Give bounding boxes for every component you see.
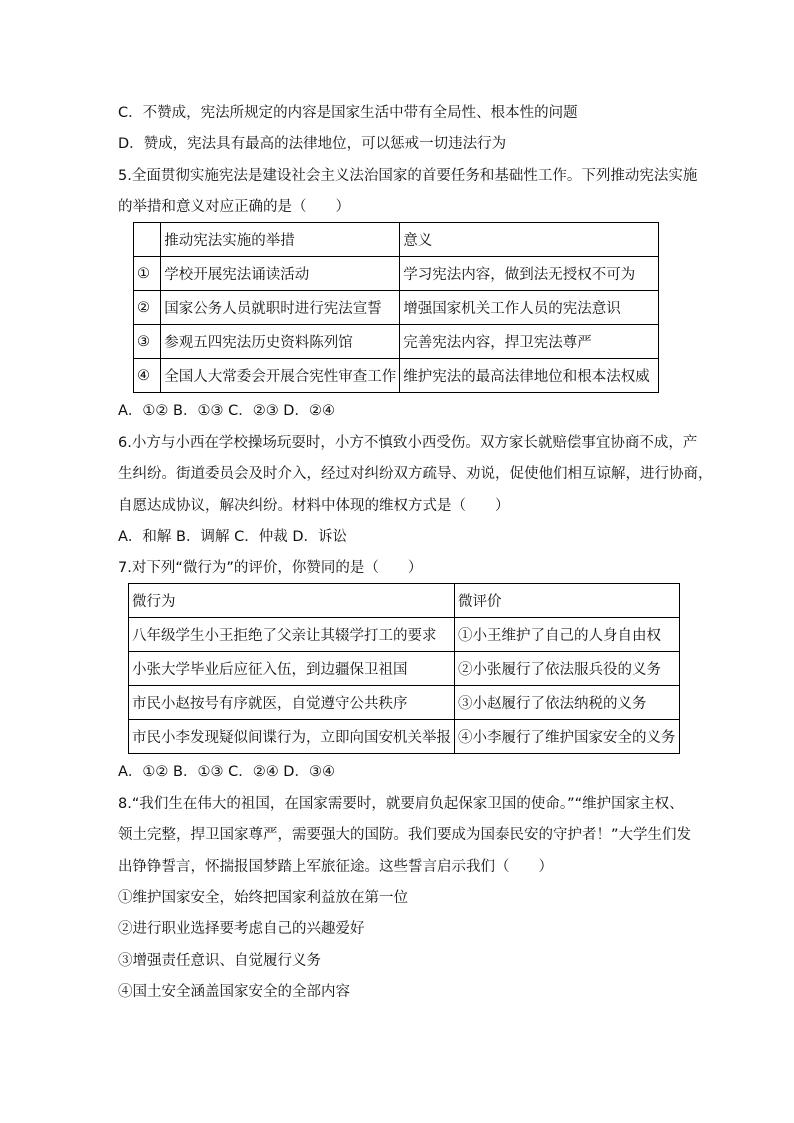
q7-answer-choices: A．①② B．①③ C．②④ D．③④ <box>118 764 335 780</box>
table-row <box>129 652 680 686</box>
q6-stem-line2: 生纠纷。街道委员会及时介入，经过对纠纷双方疏导、劝说，促使他们相互谅解，进行协商， <box>118 466 713 482</box>
table-header-row <box>129 584 680 618</box>
q8-option-2: ②进行职业选择要考虑自己的兴趣爱好 <box>118 921 365 937</box>
behavior-cell: 八年级学生小王拒绝了父亲让其辍学打工的要求 <box>129 618 455 652</box>
measure-cell: 国家公务人员就职时进行宪法宣誓 <box>161 291 400 325</box>
q5-answer-choices: A．①② B．①③ C．②③ D．②④ <box>118 403 335 419</box>
row-number: ③ <box>134 325 161 359</box>
q5-table <box>133 222 659 393</box>
evaluation-cell: ②小张履行了依法服兵役的义务 <box>455 652 680 686</box>
table-header-cell: 意义 <box>400 223 659 257</box>
q6-answer-choices: A．和解 B．调解 C．仲裁 D．诉讼 <box>118 529 347 545</box>
q5-stem-line1: 5.全面贯彻实施宪法是建设社会主义法治国家的首要任务和基础性工作。下列推动宪法实施 <box>118 168 698 184</box>
table-row <box>134 291 659 325</box>
q7-stem-line1: 7.对下列“微行为”的评价，你赞同的是（ ） <box>118 560 423 576</box>
q8-option-4: ④国土安全涵盖国家安全的全部内容 <box>118 984 350 1000</box>
evaluation-cell: ④小李履行了维护国家安全的义务 <box>455 720 680 754</box>
table-row <box>134 359 659 393</box>
behavior-cell: 市民小李发现疑似间谍行为，立即向国安机关举报 <box>129 720 455 754</box>
q6-stem-line3: 自愿达成协议，解决纠纷。材料中体现的维权方式是（ ） <box>118 498 510 514</box>
table-row <box>129 618 680 652</box>
measure-cell: 参观五四宪法历史资料陈列馆 <box>161 325 400 359</box>
behavior-cell: 小张大学毕业后应征入伍，到边疆保卫祖国 <box>129 652 455 686</box>
table-row <box>129 686 680 720</box>
q4-option-d: D．赞成，宪法具有最高的法律地位，可以惩戒一切违法行为 <box>118 136 507 152</box>
measure-cell: 全国人大常委会开展合宪性审查工作 <box>161 359 400 393</box>
table-row <box>129 720 680 754</box>
q8-stem-line1: 8.“我们生在伟大的祖国，在国家需要时，就要肩负起保家卫国的使命。”“维护国家主权、 <box>118 796 684 812</box>
row-number: ① <box>134 257 161 291</box>
q6-stem-line1: 6.小方与小西在学校操场玩耍时，小方不慎致小西受伤。双方家长就赔偿事宜协商不成，产 <box>118 435 698 451</box>
evaluation-cell: ③小赵履行了依法纳税的义务 <box>455 686 680 720</box>
measure-cell: 学校开展宪法诵读活动 <box>161 257 400 291</box>
q8-stem-line3: 出铮铮誓言，怀揣报国梦踏上军旅征途。这些誓言启示我们（ ） <box>118 859 553 875</box>
evaluation-cell: ①小王维护了自己的人身自由权 <box>455 618 680 652</box>
table-header-row <box>134 223 659 257</box>
meaning-cell: 维护宪法的最高法律地位和根本法权威 <box>400 359 659 393</box>
q7-table <box>128 583 680 754</box>
table-row <box>134 257 659 291</box>
q8-option-1: ①维护国家安全，始终把国家利益放在第一位 <box>118 890 408 906</box>
q8-stem-line2: 领土完整，捍卫国家尊严，需要强大的国防。我们要成为国泰民安的守护者！”大学生们发 <box>118 827 692 843</box>
q4-option-c: C．不赞成，宪法所规定的内容是国家生活中带有全局性、根本性的问题 <box>118 105 578 121</box>
meaning-cell: 完善宪法内容，捍卫宪法尊严 <box>400 325 659 359</box>
table-header-cell: 微评价 <box>455 584 680 618</box>
table-header-cell: 推动宪法实施的举措 <box>161 223 400 257</box>
q5-stem-line2: 的举措和意义对应正确的是（ ） <box>118 199 350 215</box>
behavior-cell: 市民小赵按号有序就医，自觉遵守公共秩序 <box>129 686 455 720</box>
meaning-cell: 增强国家机关工作人员的宪法意识 <box>400 291 659 325</box>
q8-option-3: ③增强责任意识、自觉履行义务 <box>118 953 321 969</box>
table-header-cell: 微行为 <box>129 584 455 618</box>
table-row <box>134 325 659 359</box>
row-number: ② <box>134 291 161 325</box>
table-cell <box>134 223 161 257</box>
row-number: ④ <box>134 359 161 393</box>
meaning-cell: 学习宪法内容，做到法无授权不可为 <box>400 257 659 291</box>
